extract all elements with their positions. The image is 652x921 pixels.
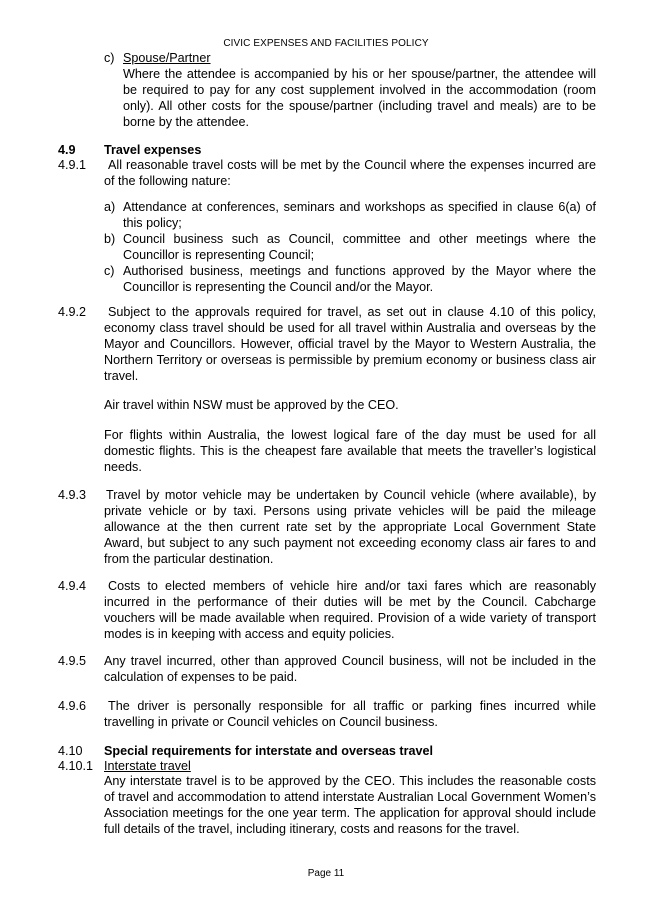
list-item-b-text: Council business such as Council, committee and other meetings where the Councillor is representing Council;	[123, 232, 596, 262]
list-item-a-text: Attendance at conferences, seminars and workshops as specified in clause 6(a) of this policy;	[123, 200, 596, 230]
section-4-9-4-text: Costs to elected members of vehicle hire and/or taxi fares which are reasonably incurred in the performance of their duties will be met by the Council. Cabcharge vouchers will be made available when required. Provision of a wide variety of transport modes is in keeping with access and equity policies.	[104, 579, 596, 641]
list-item-b-label: b)	[104, 232, 116, 246]
section-4-9-1-text: All reasonable travel costs will be met by the Council where the expenses incurred are of the following nature:	[104, 158, 596, 188]
section-4-10-number: 4.10	[58, 744, 83, 758]
section-4-9-2-air-travel: Air travel within NSW must be approved by the CEO.	[104, 398, 399, 412]
section-4-9-1-number: 4.9.1	[58, 158, 87, 172]
section-4-9-title: Travel expenses	[104, 143, 202, 157]
list-item-c-text: Authorised business, meetings and functions approved by the Mayor where the Councillor is representing the Council and/or the Mayor.	[123, 264, 596, 294]
spouse-label: c)	[104, 51, 115, 65]
document-header: CIVIC EXPENSES AND FACILITIES POLICY	[223, 38, 429, 49]
section-4-9-5-text: Any travel incurred, other than approved Council business, will not be included in the calculation of expenses to be paid.	[104, 654, 596, 684]
section-4-10-1-number: 4.10.1	[58, 759, 94, 773]
section-4-9-6-text: The driver is personally responsible for all traffic or parking fines incurred while travelling in private or Council vehicles on Council business.	[104, 699, 596, 729]
section-4-10-1-text: Any interstate travel is to be approved by the CEO. This includes the reasonable costs of travel and accommodation to attend interstate Australian Local Government Women’s Association meetings for the one year term. The application for approval should include full details of the travel, including itinerary, costs and reasons for the travel.	[104, 774, 596, 836]
section-4-10-title: Special requirements for interstate and overseas travel	[104, 744, 433, 758]
spouse-text: Where the attendee is accompanied by his or her spouse/partner, the attendee will be required to pay for any cost supplement involved in the accommodation (room only). All other costs for the spouse/partner (including travel and meals) are to be borne by the attendee.	[123, 67, 596, 129]
spouse-title: Spouse/Partner	[123, 51, 211, 65]
section-4-9-5-number: 4.9.5	[58, 654, 87, 668]
section-4-9-number: 4.9	[58, 143, 76, 157]
section-4-9-2-text: Subject to the approvals required for travel, as set out in clause 4.10 of this policy, economy class travel should be used for all travel within Australia and overseas by the Mayor and Councillors. However, official travel by the Mayor to Western Australia, the Northern Territory or overseas is permissible by premium economy or business class air travel.	[104, 305, 596, 383]
section-4-9-4-number: 4.9.4	[58, 579, 87, 593]
section-4-9-2-flights: For flights within Australia, the lowest logical fare of the day must be used for all domestic flights. This is the cheapest fare available that meets the traveller’s logistical needs.	[104, 428, 596, 474]
list-item-a-label: a)	[104, 200, 116, 214]
section-4-10-1-title: Interstate travel	[104, 759, 191, 773]
section-4-9-3-text: Travel by motor vehicle may be undertaken by Council vehicle (where available), by private vehicle or by taxi. Persons using private vehicles will be paid the mileage allowance at the then current rate set by the appropriate Local Government State Award, but subject to any such payment not exceeding economy class air fares to and from the particular destination.	[104, 488, 596, 566]
section-4-9-3-number: 4.9.3	[58, 488, 87, 502]
section-4-9-2-number: 4.9.2	[58, 305, 87, 319]
section-4-9-6-number: 4.9.6	[58, 699, 87, 713]
page-number: Page 11	[307, 868, 345, 879]
list-item-c-label: c)	[104, 264, 115, 278]
